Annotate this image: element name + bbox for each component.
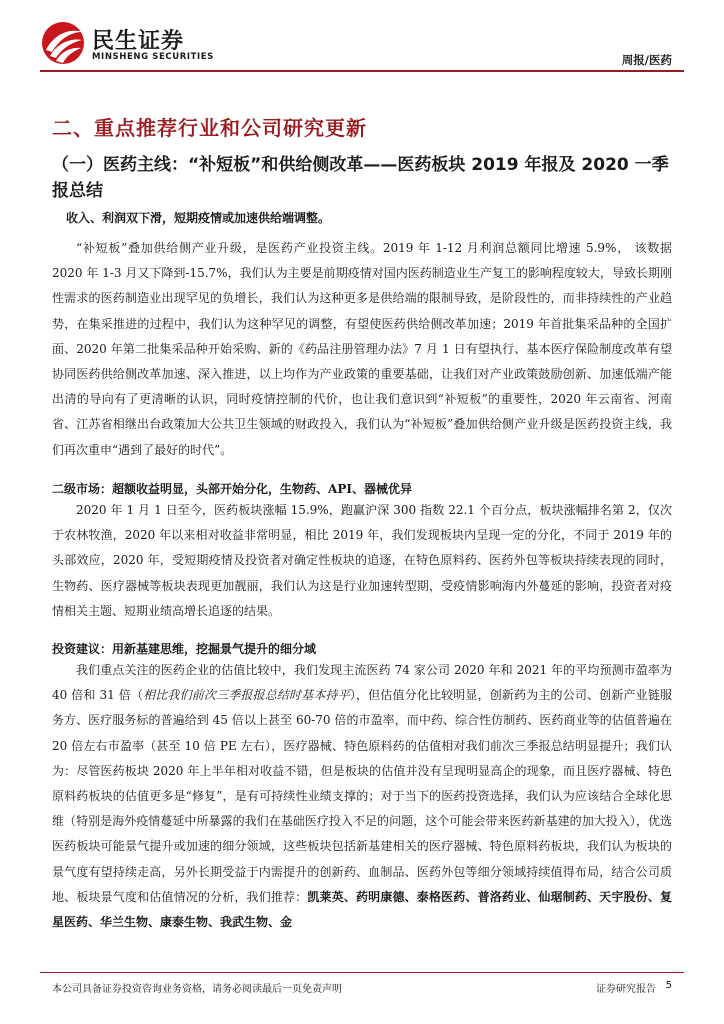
- footer-disclaimer: 本公司具备证券投资咨询业务资格，请务必阅读最后一页免责声明: [52, 984, 342, 995]
- heading-investment-advice: 投资建议：用新基建思维，挖掘景气提升的细分域: [52, 642, 317, 656]
- report-category-tag: 周报/医药: [621, 53, 672, 67]
- lead-sentence: 收入、利润双下滑，短期疫情或加速供给端调整。: [66, 211, 331, 225]
- paragraph-secondary-market: 2020 年 1 月 1 日至今，医药板块涨幅 15.9%，跑赢沪深 300 指数 22.1 个百分点，板块涨幅排名第 2，仅次于农林牧渔，2020 年以来相对收益非常明显，相比 2019 年，我们发现板块内呈现一定的分化，不同于 2019 年的头部效应，2020 年，受短期疫情及投资者对确定性板块的追逐，在特色原料药、医药外包等板块持续表现的同时，生物药、医疗器械等板块表现更加靓丽，我们认为这是行业加速转型期，受疫情影响海内外蔓延的影响，投资者对疫情相关主题、短期业绩高增长追逐的结果。: [52, 503, 672, 618]
- header-divider: [40, 70, 684, 72]
- subsection-title: （一）医药主线：“补短板”和供给侧改革——医药板块 2019 年报及 2020 一季报总结: [52, 155, 669, 201]
- heading-secondary-market: 二级市场：超额收益明显，头部开始分化，生物药、API、器械优异: [52, 482, 412, 496]
- brand-name-cn: 民生证券: [92, 29, 185, 54]
- brand-name-en: MINSHENG SECURITIES: [92, 52, 214, 62]
- advice-text-b: ），但估值分化比较明显，创新药为主的公司、创新产业链服务方、医疗服务标的普遍给到 45 倍以上甚至 60-70 倍的市盈率，而中药、综合性仿制药、医药商业等的估值普遍在 20 倍左右市盈率（甚至 10 倍 PE 左右），医疗器械、特色原料药的估值相对我们前次三季报总结明显提升；我们认为：尽管医药板块 2020 年上半年相对收益不错，但是板块的估值并没有呈现明显高企的现象，而且医疗器械、特色原料药板块的估值更多是“修复”，是有可持续性业绩支撑的；对于当下的医药投资选择，我们认为应该结合全球化思维（特别是海外疫情蔓延中所暴露的我们在基础医疗投入不足的问题，这个可能会带来医药新基建的加大投入），优选医药板块可能景气提升或加速的细分领域，这些板块包括新基建相关的医疗器械、特色原料药板块，我们认为板块的景气度有望持续走高，另外长期受益于内需提升的创新药、血制品、医药外包等细分领域持续值得布局，结合公司质地、板块景气度和估值情况的分析，我们推荐：: [52, 688, 672, 904]
- advice-text-a: 我们重点关注的医药企业的估值比较中，我们发现主流医药 74 家公司 2020 年和 2021 年的平均预测市盈率为 40 倍和 31 倍（: [52, 663, 672, 703]
- section-title: 二、重点推荐行业和公司研究更新: [52, 116, 367, 140]
- paragraph-main-theme: “补短板”叠加供给侧产业升级，是医药产业投资主线。2019 年 1-12 月利润总额同比增速 5.9%， 该数据 2020 年 1-3 月又下降到-15.7%，我们认为主要是前期疫情对国内医药制造业生产复工的影响程度较大，导致长期刚性需求的医药制造业出现罕见的负增长，我们认为这种更多是供给端的限制导致，是阶段性的，而非持续性的产业趋势，在集采推进的过程中，我们认为这种罕见的调整，有望使医药供给侧改革加速；2019 年首批集采品种的全国扩面、2020 年第二批集采品种开始采购、新的《药品注册管理办法》7 月 1 日有望执行、基本医疗保险制度改革有望协同医药供给侧改革加速、深入推进，以上均作为产业政策的重要基础，让我们对产业政策鼓励创新、加速低端产能出清的导向有了更清晰的认识，同时疫情控制的代价，也让我们意识到“补短板”的重要性，2020 年云南省、河南省、江苏省相继出台政策加大公共卫生领域的财政投入，我们认为“补短板”叠加供给侧产业升级是医药投资主线，我们再次重申“遇到了最好的时代”。: [52, 241, 672, 457]
- footer-divider: [40, 972, 684, 973]
- page-number: 5: [665, 980, 672, 991]
- paragraph-investment-advice: [52, 658, 672, 935]
- brand-logo: [40, 20, 240, 68]
- minsheng-logo-icon: [40, 20, 86, 66]
- page-header: [0, 0, 724, 72]
- footer-report-type: 证券研究报告: [596, 984, 656, 995]
- advice-italic-note: 相比我们前次三季报报总结时基本持平: [143, 688, 350, 703]
- recommended-stocks: 凯莱英、药明康德、泰格医药、普洛药业、仙琚制药、天宇股份、复星医药、华兰生物、康泰生物、我武生物、金: [52, 889, 672, 930]
